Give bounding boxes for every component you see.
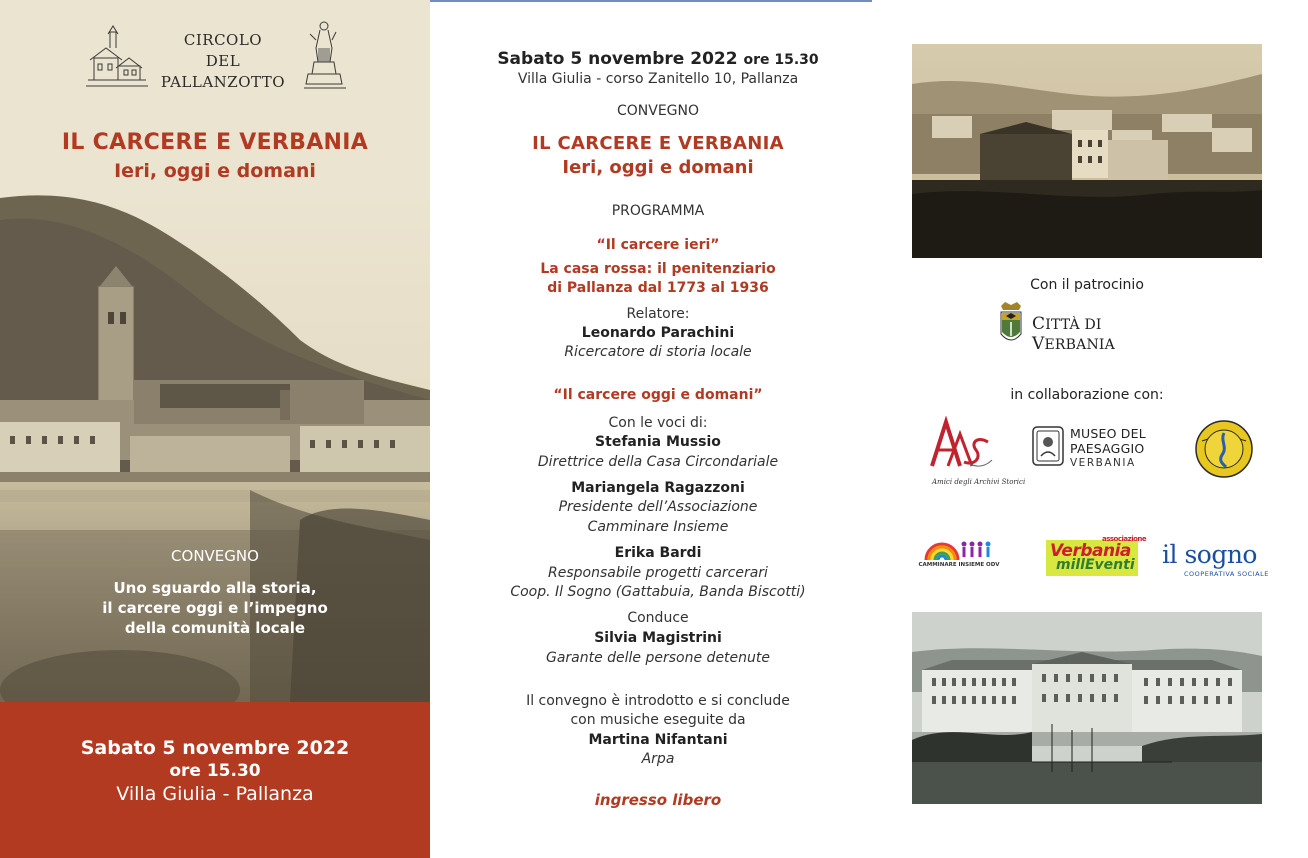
cover-panel [0, 0, 430, 858]
millEventi-assoc: associazione [1102, 535, 1147, 543]
camminare-insieme-logo [914, 534, 1004, 584]
city-initial: V [1032, 334, 1045, 354]
aas-logo-icon [926, 416, 996, 478]
circolo-line-3: PALLANZOTTO [160, 73, 286, 91]
cover-description-line: il carcere oggi e l’impegno [102, 599, 328, 617]
session1-title: “Il carcere ieri” [596, 237, 720, 253]
programme-date [430, 48, 886, 71]
conduce-label: Conduce [627, 610, 689, 626]
top-divider [430, 0, 872, 2]
entry-note: ingresso libero [594, 791, 722, 809]
music-intro-line: con musiche eseguite da [570, 712, 746, 728]
prison-historic-photo-top [912, 44, 1262, 258]
cover-date: Sabato 5 novembre 2022 [80, 737, 350, 759]
cover-date-box [0, 702, 430, 858]
sogno-sub: COOPERATIVA SOCIALE [1184, 570, 1269, 578]
cover-description-line: della comunità locale [124, 619, 306, 637]
musician-instrument: Arpa [641, 751, 675, 767]
sogno-main: il sogno [1162, 540, 1257, 569]
camminare-rainbow-icon [914, 534, 1004, 562]
speaker-name: Stefania Mussio [595, 434, 721, 450]
cover-place: Villa Giulia - Pallanza [116, 783, 314, 805]
programme-subtitle: Ieri, oggi e domani [562, 157, 754, 178]
city-text: ITTÀ DI [1045, 317, 1102, 333]
museo-line: VERBANIA [1070, 457, 1136, 469]
partners-panel [886, 0, 1308, 858]
villa-sketch-icon [84, 18, 150, 90]
cover-title [0, 128, 430, 184]
musician-name: Martina Nifantani [588, 732, 728, 748]
speaker-role: Coop. Il Sogno (Gattabuia, Banda Biscotti) [510, 584, 806, 600]
camminare-text: CAMMINARE INSIEME ODV [918, 562, 1000, 568]
cover-convegno-label: CONVEGNO [171, 547, 259, 565]
museo-line: MUSEO DEL [1070, 426, 1146, 441]
moderator-role: Garante delle persone detenute [545, 650, 771, 666]
programme-panel [430, 0, 886, 858]
programme-time: ore 15.30 [743, 52, 819, 68]
city-text: ERBANIA [1044, 337, 1115, 353]
speaker-role: Presidente dell’Associazione [558, 499, 758, 515]
cover-title-main: IL CARCERE E VERBANIA [61, 130, 369, 155]
session1-subtitle-line: di Pallanza dal 1773 al 1936 [547, 280, 769, 296]
speaker-name: Erika Bardi [614, 545, 702, 561]
verbania-logo-text [1032, 314, 1178, 354]
programma-heading: PROGRAMMA [611, 203, 705, 219]
millEventi-verbania: Verbania [1050, 541, 1131, 561]
il-sogno-logo [1162, 538, 1269, 582]
music-intro-line: Il convegno è introdotto e si conclude [526, 693, 790, 709]
circolo-line-2: DEL [205, 52, 241, 70]
cover-time: ore 15.30 [169, 761, 261, 781]
aas-caption: Amici degli Archivi Storici [932, 478, 1026, 486]
programme-title: IL CARCERE E VERBANIA [532, 133, 784, 154]
circolo-line-1: CIRCOLO [183, 31, 263, 49]
session1-subtitle-line: La casa rossa: il penitenziario [540, 261, 776, 277]
speaker-name: Leonardo Parachini [581, 325, 735, 341]
speaker-role: Responsabile progetti carcerari [548, 565, 768, 581]
relatore-label: Relatore: [626, 306, 690, 322]
museo-line: PAESAGGIO [1070, 441, 1145, 456]
session2-title: “Il carcere oggi e domani” [553, 387, 763, 403]
city-initial: C [1032, 314, 1046, 334]
moderator-name: Silvia Magistrini [594, 630, 722, 646]
programme-convegno-label: CONVEGNO [616, 103, 700, 119]
amici-archivi-storici-logo [926, 416, 1026, 492]
circolo-name [150, 30, 296, 93]
programme-date-text: Sabato 5 novembre 2022 [497, 49, 738, 69]
patronage-label: Con il patrocinio [1030, 277, 1144, 293]
verbania-crest-icon [998, 300, 1024, 346]
programme-venue: Villa Giulia - corso Zanitello 10, Pallanza [517, 71, 799, 87]
speaker-name: Mariangela Ragazzoni [571, 480, 745, 496]
cover-description [60, 578, 370, 638]
museo-logo-text [1070, 426, 1146, 471]
verbania-millEventi-logo [1046, 535, 1147, 576]
museo-emblem-icon [1032, 426, 1064, 466]
cover-title-sub: Ieri, oggi e domani [114, 160, 316, 182]
voices-label: Con le voci di: [608, 415, 708, 431]
cover-description-line: Uno sguardo alla storia, [113, 579, 317, 597]
statue-sketch-icon [302, 18, 348, 94]
prison-historic-photo-bottom [912, 612, 1262, 804]
speaker-role: Direttrice della Casa Circondariale [537, 454, 779, 470]
societa-dei-verbanisti-logo [1194, 419, 1254, 479]
millEventi-bottom: millEventi [1056, 557, 1135, 573]
speaker-role: Camminare Insieme [587, 519, 729, 535]
speaker-role: Ricercatore di storia locale [564, 344, 752, 360]
museo-del-paesaggio-logo [1032, 424, 1162, 474]
citta-di-verbania-logo [998, 300, 1178, 354]
collaboration-label: in collaborazione con: [1010, 387, 1164, 403]
